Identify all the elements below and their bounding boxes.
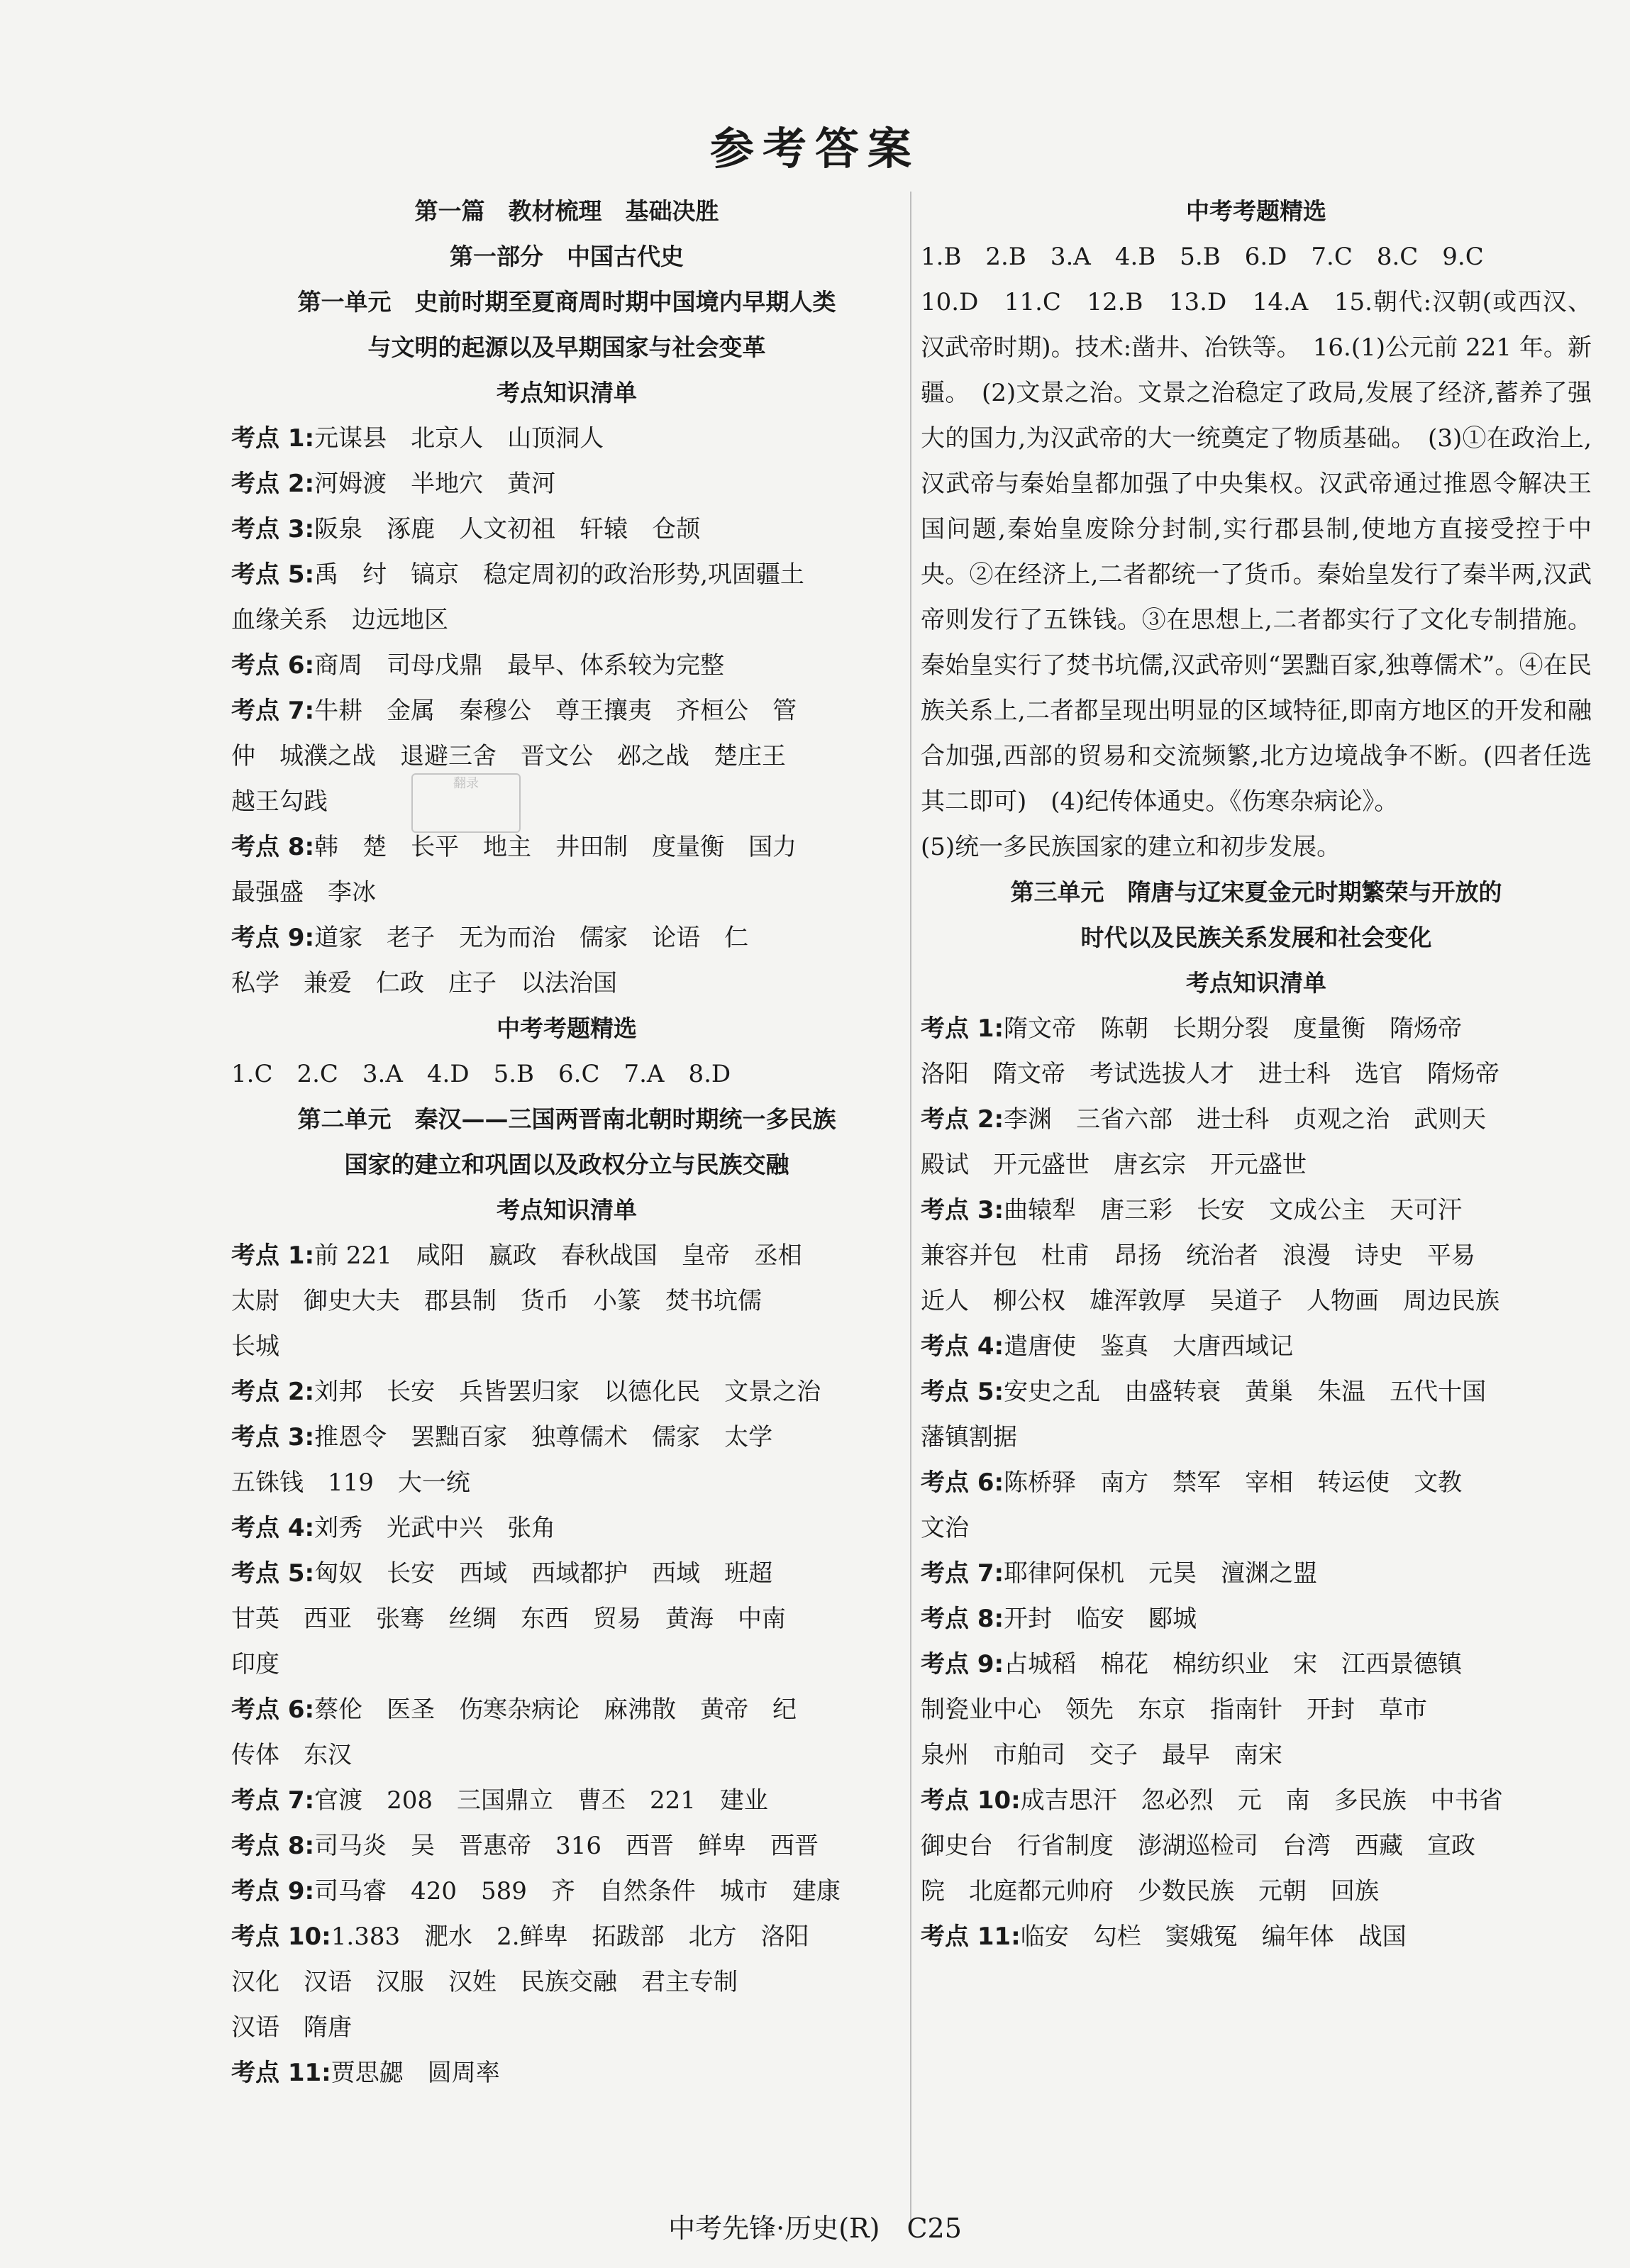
unit2-exam-answers-line1: 1.B 2.B 3.A 4.B 5.B 6.D 7.C 8.C 9.C [921, 243, 1484, 271]
column-divider [910, 192, 911, 2235]
answer-text: 御史台 行省制度 澎湖巡检司 台湾 西藏 宣政 [921, 1832, 1475, 1860]
answer-line [231, 1369, 902, 1415]
kaodian-label: 考点 3: [231, 515, 315, 543]
answer-text: 印度 [231, 1650, 279, 1678]
answer-text: 文治 [921, 1514, 969, 1542]
unit1-exam-answers: 1.C 2.C 3.A 4.D 5.B 6.C 7.A 8.D [231, 1060, 731, 1088]
stamp-text: 翻录 [453, 776, 479, 791]
answer-line [231, 1914, 902, 1959]
kaodian-label: 考点 4: [231, 1514, 315, 1542]
kaodian-label: 考点 8: [231, 1832, 315, 1860]
kaodian-label: 考点 3: [921, 1196, 1004, 1224]
unit3-title-line1: 第三单元 隋唐与辽宋夏金元时期繁荣与开放的 [1010, 878, 1502, 906]
kaodian-label: 考点 1: [921, 1014, 1004, 1043]
unit2-title-line1: 第二单元 秦汉——三国两晋南北朝时期统一多民族 [297, 1105, 836, 1133]
answer-line [231, 1869, 902, 1914]
answer-line [231, 1505, 902, 1551]
answer-text: 殿试 开元盛世 唐玄宗 开元盛世 [921, 1151, 1307, 1179]
answer-text: 制瓷业中心 领先 东京 指南针 开封 草市 [921, 1696, 1427, 1724]
answer-text: 遣唐使 鉴真 大唐西域记 [1004, 1332, 1294, 1361]
answer-text: 1.383 淝水 2.鲜卑 拓跋部 北方 洛阳 [331, 1923, 809, 1951]
answer-line [921, 1142, 1592, 1188]
answer-text: 曲辕犁 唐三彩 长安 文成公主 天可汗 [1004, 1196, 1463, 1224]
answer-text: 匈奴 长安 西域 西域都护 西域 班超 [314, 1559, 773, 1588]
answer-text: 韩 楚 长平 地主 井田制 度量衡 国力 [314, 833, 797, 861]
unit2-title-line2: 国家的建立和巩固以及政权分立与民族交融 [344, 1151, 789, 1178]
answer-text: 临安 勾栏 窦娥冤 编年体 战国 [1020, 1923, 1407, 1951]
answer-line [231, 1596, 902, 1642]
page-footer: 中考先锋·历史(R) C25 [668, 2213, 962, 2244]
answer-text: 耶律阿保机 元昊 澶渊之盟 [1004, 1559, 1318, 1588]
kaodian-label: 考点 6: [231, 1696, 315, 1724]
kaodian-label: 考点 5: [921, 1378, 1004, 1406]
answer-line [231, 1959, 902, 2005]
answer-line [921, 1823, 1592, 1869]
answer-text: 开封 临安 郾城 [1004, 1605, 1197, 1633]
kaodian-label: 考点 5: [231, 1559, 315, 1588]
answer-text: 贾思勰 圆周率 [331, 2059, 500, 2087]
kaodian-label: 考点 7: [921, 1559, 1004, 1588]
kaodian-label: 考点 1: [231, 1241, 315, 1270]
answer-line [921, 1188, 1592, 1233]
answer-text: 院 北庭都元帅府 少数民族 元朝 回族 [921, 1877, 1379, 1905]
answer-line [231, 1642, 902, 1687]
kaodian-label: 考点 10: [921, 1786, 1021, 1815]
answer-text: 阪泉 涿鹿 人文初祖 轩辕 仓颉 [314, 515, 701, 543]
answer-text: 隋文帝 陈朝 长期分裂 度量衡 隋炀帝 [1004, 1014, 1463, 1043]
answer-line [231, 1233, 902, 1278]
answer-text: 元谋县 北京人 山顶洞人 [314, 424, 604, 453]
answer-text: 禹 纣 镐京 稳定周初的政治形势,巩固疆土 [314, 560, 804, 589]
unit3-list-title: 考点知识清单 [1186, 969, 1326, 997]
answer-text: 河姆渡 半地穴 黄河 [314, 470, 556, 498]
kaodian-label: 考点 2: [921, 1105, 1004, 1134]
unit3-title-line2: 时代以及民族关系发展和社会变化 [1080, 924, 1432, 951]
kaodian-label: 考点 7: [231, 697, 315, 725]
unit1-exam-title: 中考考题精选 [497, 1014, 637, 1042]
unit2-exam-answers-paragraph: 10.D 11.C 12.B 13.D 14.A 15.朝代:汉朝(或西汉、汉武帝时期)。技术:凿井、冶铁等。 16.(1)公元前 221 年。新疆。 (2)文景之治。文景之治稳定了政局,发展了经济,蓄养了强大的国力,为汉武帝的大一统奠定了物质基础。 (3)①在政治上,汉武帝与秦始皇都加强了中央集权。汉武帝通过推恩令解决王国问题,秦始皇废除分封制,实行郡县制,使地方直接受控于中央。②在经济上,二者都统一了货币。秦始皇发行了秦半两,汉武帝则发行了五铢钱。③在思想上,二者都实行了文化专制措施。秦始皇实行了焚书坑儒,汉武帝则“罢黜百家,独尊儒术”。④在民族关系上,二者都呈现出明显的区域特征,即南方地区的开发和融合加强,西部的贸易和交流频繁,北方边境战争不断。(四者任选其二即可) (4)纪传体通史。《伤寒杂病论》。 [921, 288, 1592, 816]
answer-line [921, 1505, 1592, 1551]
answer-text: 前 221 咸阳 嬴政 春秋战国 皇帝 丞相 [314, 1241, 802, 1270]
answer-line [231, 461, 902, 507]
kaodian-label: 考点 4: [921, 1332, 1004, 1361]
answer-text: 血缘关系 边远地区 [231, 606, 448, 634]
answer-text: 洛阳 隋文帝 考试选拔人才 进士科 选官 隋炀帝 [921, 1060, 1499, 1088]
answer-text: 刘邦 长安 兵皆罢归家 以德化民 文景之治 [314, 1378, 821, 1406]
answer-text: 最强盛 李冰 [231, 878, 376, 907]
answer-line [231, 597, 902, 643]
answer-text: 兼容并包 杜甫 昂扬 统治者 浪漫 诗史 平易 [921, 1241, 1475, 1270]
kaodian-label: 考点 11: [921, 1923, 1021, 1951]
answer-line [921, 1324, 1592, 1369]
unit2-knowledge-list [231, 1233, 902, 2096]
answer-text: 藩镇割据 [921, 1423, 1017, 1451]
answer-text: 太尉 御史大夫 郡县制 货币 小篆 焚书坑儒 [231, 1287, 762, 1315]
unit1-title-line1: 第一单元 史前时期至夏商周时期中国境内早期人类 [297, 288, 836, 316]
answer-line [921, 1097, 1592, 1142]
answer-line [231, 824, 902, 870]
answer-text: 汉化 汉语 汉服 汉姓 民族交融 君主专制 [231, 1968, 738, 1996]
kaodian-label: 考点 6: [231, 651, 315, 680]
answer-line [921, 1687, 1592, 1732]
answer-text: 泉州 市舶司 交子 最早 南宋 [921, 1741, 1282, 1769]
answer-line [231, 643, 902, 688]
answer-text: 越王勾践 [231, 787, 328, 816]
answer-line [921, 1778, 1592, 1823]
answer-text: 刘秀 光武中兴 张角 [314, 1514, 556, 1542]
answer-line [921, 1415, 1592, 1460]
answer-line [921, 1051, 1592, 1097]
answer-line [921, 1869, 1592, 1914]
page-title: 参考答案 [709, 123, 920, 175]
answer-line [921, 1460, 1592, 1505]
answer-line [231, 552, 902, 597]
answer-line [231, 1732, 902, 1778]
answer-text: 安史之乱 由盛转衰 黄巢 朱温 五代十国 [1004, 1378, 1487, 1406]
answer-text: 成吉思汗 忽必烈 元 南 多民族 中书省 [1020, 1786, 1503, 1815]
answer-text: 牛耕 金属 秦穆公 尊王攘夷 齐桓公 管 [314, 697, 797, 725]
answer-line [921, 1642, 1592, 1687]
answer-line [231, 1324, 902, 1369]
answer-text: 商周 司母戊鼎 最早、体系较为完整 [314, 651, 725, 680]
answer-line [231, 734, 902, 779]
unit2-exam-answers-last: (5)统一多民族国家的建立和初步发展。 [921, 833, 1341, 861]
kaodian-label: 考点 10: [231, 1923, 331, 1951]
kaodian-label: 考点 9: [231, 924, 315, 952]
answer-line [231, 1823, 902, 1869]
answer-text: 司马炎 吴 晋惠帝 316 西晋 鲜卑 西晋 [314, 1832, 819, 1860]
answer-line [921, 1914, 1592, 1959]
answer-line [231, 1551, 902, 1596]
answer-line [921, 1596, 1592, 1642]
answer-text: 占城稻 棉花 棉纺织业 宋 江西景德镇 [1004, 1650, 1463, 1678]
answer-text: 陈桥驿 南方 禁军 宰相 转运使 文教 [1004, 1468, 1463, 1497]
answer-text: 李渊 三省六部 进士科 贞观之治 武则天 [1004, 1105, 1487, 1134]
kaodian-label: 考点 7: [231, 1786, 315, 1815]
answer-text: 甘英 西亚 张骞 丝绸 东西 贸易 黄海 中南 [231, 1605, 786, 1633]
answer-line [231, 1415, 902, 1460]
answer-line [231, 1460, 902, 1505]
answer-line [231, 416, 902, 461]
kaodian-label: 考点 1: [231, 424, 315, 453]
answer-line [231, 1778, 902, 1823]
answer-line [231, 2050, 902, 2096]
unit2-exam-title: 中考考题精选 [1186, 197, 1326, 225]
answer-text: 道家 老子 无为而治 儒家 论语 仁 [314, 924, 749, 952]
right-column [921, 189, 1592, 1959]
answer-line [231, 1278, 902, 1324]
answer-line [921, 1278, 1592, 1324]
answer-line [921, 1551, 1592, 1596]
answer-text: 私学 兼爱 仁政 庄子 以法治国 [231, 969, 617, 997]
kaodian-label: 考点 2: [231, 1378, 315, 1406]
answer-line [231, 915, 902, 961]
answer-line [921, 1006, 1592, 1051]
kaodian-label: 考点 8: [231, 833, 315, 861]
answer-line [231, 1687, 902, 1732]
kaodian-label: 考点 2: [231, 470, 315, 498]
answer-line [921, 1233, 1592, 1278]
answer-line [231, 2005, 902, 2050]
answer-text: 仲 城濮之战 退避三舍 晋文公 邲之战 楚庄王 [231, 742, 786, 770]
kaodian-label: 考点 11: [231, 2059, 331, 2087]
left-column [231, 189, 902, 2096]
unit3-knowledge-list [921, 1006, 1592, 1959]
part-title: 第一篇 教材梳理 基础决胜 [414, 197, 719, 225]
answer-text: 传体 东汉 [231, 1741, 352, 1769]
answer-text: 推恩令 罢黜百家 独尊儒术 儒家 太学 [314, 1423, 773, 1451]
kaodian-label: 考点 3: [231, 1423, 315, 1451]
answer-line [921, 1369, 1592, 1415]
kaodian-label: 考点 9: [231, 1877, 315, 1905]
answer-line [231, 870, 902, 915]
unit1-knowledge-list [231, 416, 902, 1006]
answer-text: 蔡伦 医圣 伤寒杂病论 麻沸散 黄帝 纪 [314, 1696, 797, 1724]
answer-text: 汉语 隋唐 [231, 2013, 352, 2042]
answer-text: 司马睿 420 589 齐 自然条件 城市 建康 [314, 1877, 841, 1905]
unit1-title-line2: 与文明的起源以及早期国家与社会变革 [367, 333, 766, 361]
unit1-list-title: 考点知识清单 [497, 379, 637, 406]
answer-text: 近人 柳公权 雄浑敦厚 吴道子 人物画 周边民族 [921, 1287, 1499, 1315]
answer-line [231, 507, 902, 552]
kaodian-label: 考点 5: [231, 560, 315, 589]
kaodian-label: 考点 9: [921, 1650, 1004, 1678]
answer-line [231, 779, 902, 824]
kaodian-label: 考点 8: [921, 1605, 1004, 1633]
answer-line [231, 688, 902, 734]
watermark-stamp [411, 773, 521, 833]
answer-line [921, 1732, 1592, 1778]
answer-line [231, 961, 902, 1006]
section-title: 第一部分 中国古代史 [450, 243, 684, 270]
answer-text: 官渡 208 三国鼎立 曹丕 221 建业 [314, 1786, 768, 1815]
answer-text: 五铢钱 119 大一统 [231, 1468, 470, 1497]
unit2-list-title: 考点知识清单 [497, 1196, 637, 1224]
answer-text: 长城 [231, 1332, 279, 1361]
kaodian-label: 考点 6: [921, 1468, 1004, 1497]
